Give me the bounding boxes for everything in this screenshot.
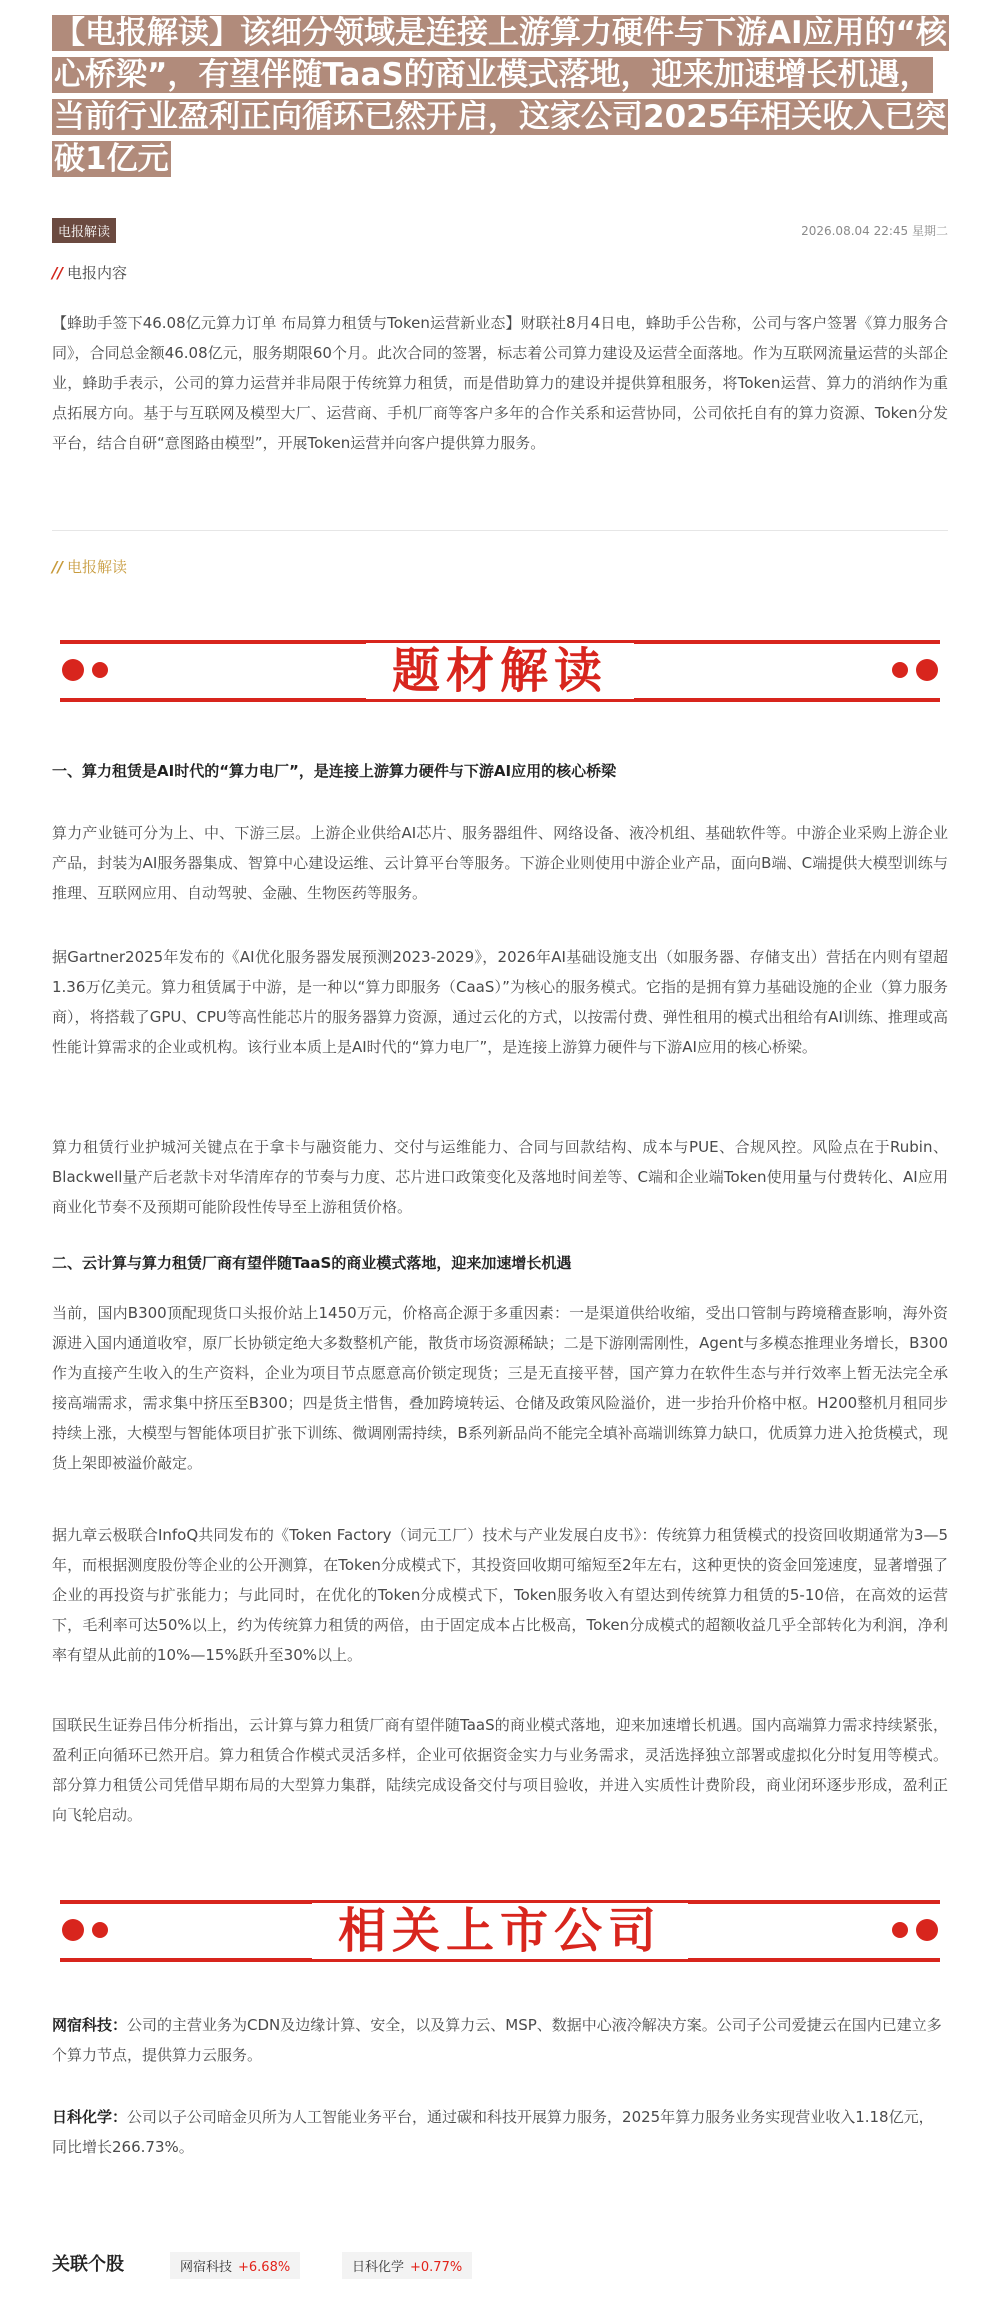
banner-topic-analysis: [60, 622, 940, 720]
article-headline: [52, 12, 952, 180]
publish-date: 2026.08.04 22:45 星期二: [801, 224, 948, 238]
section-label-content: // 电报内容: [52, 264, 127, 282]
paragraph-2: 据Gartner2025年发布的《AI优化服务器发展预测2023-2029》，2026年AI基础设施支出（如服务器、存储支出）营括在内则有望超1.36万亿美元。算力租赁属于中游，是一种以“算力即服务（CaaS）”为核心的服务模式。它指的是拥有算力基础设施的企业（算力服务商），将搭载了GPU、CPU等高性能芯片的服务器算力资源，通过云化的方式，以按需付费、弹性租用的模式出租给有AI训练、推理或高性能计算需求的企业或机构。该行业本质上是AI时代的“算力电厂”，是连接上游算力硬件与下游AI应用的核心桥梁。: [52, 948, 948, 1056]
stock-change: +6.68%: [238, 2260, 291, 2275]
slash-icon: //: [52, 264, 63, 282]
paragraph-5: 据九章云极联合InfoQ共同发布的《Token Factory（词元工厂）技术与产业发展白皮书》：传统算力租赁模式的投资回收期通常为3—5年，而根据测度股份等企业的公开测算，在Token分成模式下，其投资回收期可缩短至2年左右，这种更快的资金回笼速度，显著增强了企业的再投资与扩张能力；与此同时，在优化的Token分成模式下，Token服务收入有望达到传统算力租赁的5-10倍，在高效的运营下，毛利率可达50%以上，约为传统算力租赁的两倍，由于固定成本占比极高，Token分成模式的超额收益几乎全部转化为利润，净利率有望从此前的10%—15%跃升至30%以上。: [52, 1526, 948, 1664]
company-name[interactable]: 日科化学：: [52, 2108, 128, 2126]
related-stocks-label: 关联个股: [52, 2254, 124, 2275]
section-label-analysis: // 电报解读: [52, 558, 127, 576]
headline-text: 【电报解读】该细分领域是连接上游算力硬件与下游AI应用的“核心桥梁”，有望伴随TaaS的商业模式落地，迎来加速增长机遇，当前行业盈利正向循环已然开启，这家公司2025年相关收入已突破1亿元: [54, 15, 947, 177]
company-name[interactable]: 网宿科技：: [52, 2016, 128, 2034]
paragraph-4: 当前，国内B300顶配现货口头报价站上1450万元，价格高企源于多重因素：一是渠道供给收缩，受出口管制与跨境稽查影响，海外资源进入国内通道收窄，原厂长协锁定绝大多数整机产能，散货市场资源稀缺；二是下游刚需刚性，Agent与多模态推理业务增长，B300作为直接产生收入的生产资料，企业为项目节点愿意高价锁定现货；三是无直接平替，国产算力在软件生态与并行效率上暂无法完全承接高端需求，需求集中挤压至B300；四是货主惜售，叠加跨境转运、仓储及政策风险溢价，进一步抬升价格中枢。H200整机月租同步持续上涨，大模型与智能体项目扩张下训练、微调刚需持续，B系列新品尚不能完全填补高端训练算力缺口，优质算力进入抢货模式，现货上架即被溢价敲定。: [52, 1304, 948, 1472]
stock-name: 日科化学: [352, 2260, 405, 2275]
article-meta: [52, 218, 948, 242]
banner-related-companies: [60, 1882, 940, 1980]
section-heading-2: 二、云计算与算力租赁厂商有望伴随TaaS的商业模式落地，迎来加速增长机遇: [52, 1254, 572, 1272]
stock-change: +0.77%: [410, 2260, 463, 2275]
banner-title: 相关上市公司: [312, 1903, 688, 1959]
paragraph-3: 算力租赁行业护城河关键点在于拿卡与融资能力、交付与运维能力、合同与回款结构、成本与PUE、合规风控。风险点在于Rubin、Blackwell量产后老款卡对华清库存的节奏与力度、芯片进口政策变化及落地时间差等、C端和企业端Token使用量与付费转化、AI应用商业化节奏不及预期可能阶段性传导至上游租赁价格。: [52, 1138, 948, 1216]
stock-name: 网宿科技: [180, 2260, 233, 2275]
stock-chip[interactable]: [170, 2252, 300, 2279]
section-heading-1: 一、算力租赁是AI时代的“算力电厂”，是连接上游算力硬件与下游AI应用的核心桥梁: [52, 762, 617, 780]
company-description: 公司以子公司暗金贝所为人工智能业务平台，通过碳和科技开展算力服务，2025年算力服务业务实现营业收入1.18亿元，同比增长266.73%。: [52, 2108, 934, 2156]
news-paragraph: 【蜂助手签下46.08亿元算力订单 布局算力租赁与Token运营新业态】财联社8月4日电，蜂助手公告称，公司与客户签署《算力服务合同》，合同总金额46.08亿元，服务期限60个月。此次合同的签署，标志着公司算力建设及运营全面落地。作为互联网流量运营的头部企业，蜂助手表示，公司的算力运营并非局限于传统算力租赁，而是借助算力的建设并提供算租服务，将Token运营、算力的消纳作为重点拓展方向。基于与互联网及模型大厂、运营商、手机厂商等客户多年的合作关系和运营协同，公司依托自有的算力资源、Token分发平台，结合自研“意图路由模型”，开展Token运营并向客户提供算力服务。: [52, 314, 948, 452]
slash-icon: //: [52, 558, 63, 576]
category-tag[interactable]: 电报解读: [52, 218, 116, 243]
banner-title: 题材解读: [366, 643, 634, 699]
company-item: [52, 2102, 948, 2162]
related-stocks: [52, 2248, 948, 2278]
paragraph-6: 国联民生证券吕伟分析指出，云计算与算力租赁厂商有望伴随TaaS的商业模式落地，迎来加速增长机遇。国内高端算力需求持续紧张，盈利正向循环已然开启。算力租赁合作模式灵活多样，企业可依据资金实力与业务需求，灵活选择独立部署或虚拟化分时复用等模式。部分算力租赁公司凭借早期布局的大型算力集群，陆续完成设备交付与项目验收，并进入实质性计费阶段，商业闭环逐步形成，盈利正向飞轮启动。: [52, 1716, 948, 1824]
stock-chip[interactable]: [342, 2252, 472, 2279]
company-item: [52, 2010, 948, 2070]
divider: [52, 530, 948, 531]
paragraph-1: 算力产业链可分为上、中、下游三层。上游企业供给AI芯片、服务器组件、网络设备、液冷机组、基础软件等。中游企业采购上游企业产品，封装为AI服务器集成、智算中心建设运维、云计算平台等服务。下游企业则使用中游企业产品，面向B端、C端提供大模型训练与推理、互联网应用、自动驾驶、金融、生物医药等服务。: [52, 824, 948, 902]
company-description: 公司的主营业务为CDN及边缘计算、安全，以及算力云、MSP、数据中心液冷解决方案。公司子公司爱捷云在国内已建立多个算力节点，提供算力云服务。: [52, 2016, 942, 2064]
